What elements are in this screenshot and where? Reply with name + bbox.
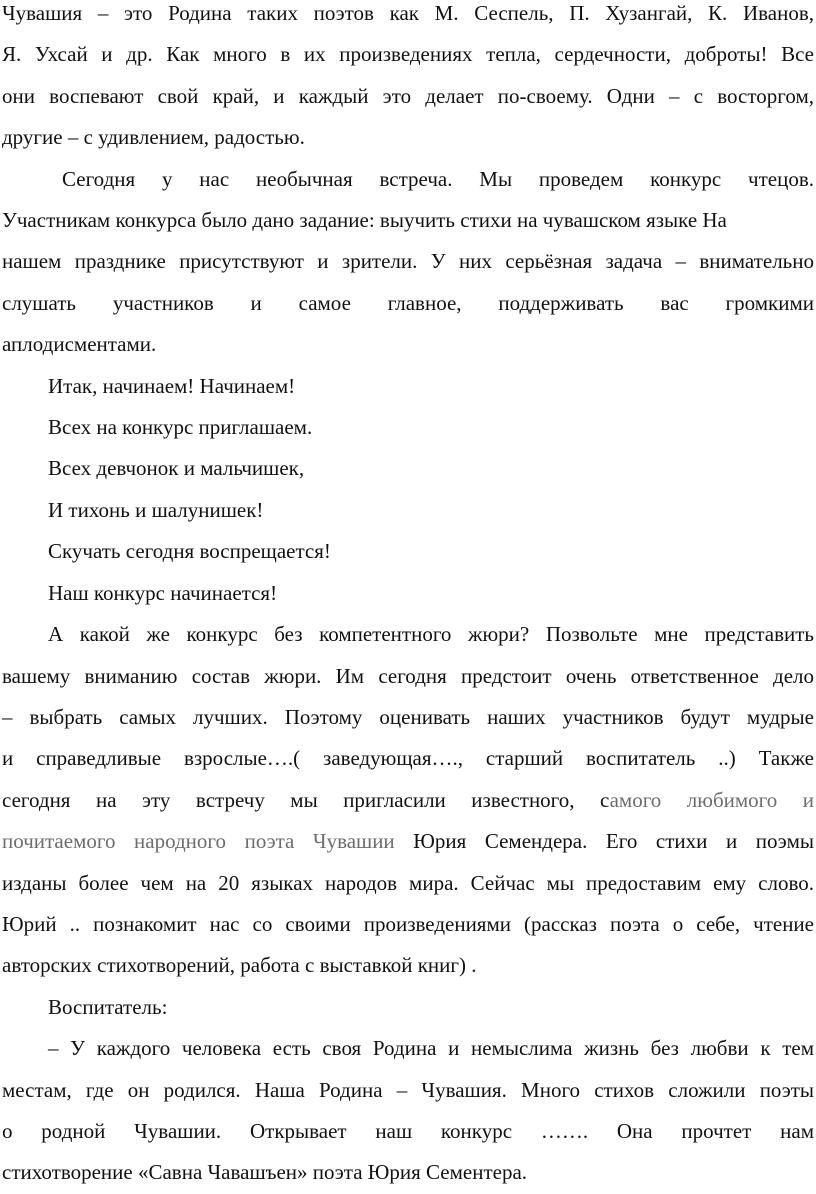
text-line: они воспевают свой край, и каждый это делает по-своему. Одни – с восторгом,: [2, 83, 814, 108]
poem-line: И тихонь и шалунишек!: [48, 497, 264, 522]
text-line: авторских стихотворений, работа с выставкой книг) .: [2, 953, 477, 978]
text-line: стихотворение «Савна Чавашъен» поэта Юрия Сементера.: [2, 1160, 528, 1185]
poem-line: Скучать сегодня воспрещается!: [48, 539, 331, 564]
text-line: аплодисментами.: [2, 332, 157, 357]
paragraph-teacher: [2, 1028, 814, 1194]
poem-line: Итак, начинаем! Начинаем!: [48, 373, 296, 398]
text-fragment: Участникам конкурса было дано задание: [2, 208, 369, 233]
text-fragment: сегодня на эту встречу мы пригласили известного, с: [2, 787, 610, 812]
paragraph-jury: [2, 614, 814, 987]
text-line: вашему вниманию состав жюри. Им сегодня предстоит очень ответственное дело: [2, 663, 814, 688]
text-fragment-bold: : выучить стихи на чувашском языке На: [368, 208, 727, 233]
text-line: слушать участников и самое главное, поддерживать вас громкими: [2, 290, 814, 315]
speaker-label: [2, 987, 814, 1028]
text-fragment-gray: почитаемого народного поэта Чувашии: [2, 829, 395, 854]
text-line: – У каждого человека есть своя Родина и немыслима жизнь без любви к тем: [48, 1036, 814, 1061]
text-line: изданы более чем на 20 языках народов мира. Сейчас мы предоставим ему слово.: [2, 870, 814, 895]
text-line: другие – с удивлением, радостью.: [2, 125, 305, 150]
text-fragment-gray: амого любимого и: [609, 787, 814, 812]
poem-line: Всех девчонок и мальчишек,: [48, 456, 305, 481]
text-line: [2, 780, 814, 821]
text-line: Я. Ухсай и др. Как много в их произведениях тепла, сердечности, доброты! Все: [2, 42, 814, 67]
text-line: местам, где он родился. Наша Родина – Чувашия. Много стихов сложили поэты: [2, 1077, 814, 1102]
text-line: [2, 200, 814, 241]
paragraph-contest: [2, 159, 814, 366]
poem-line: Всех на конкурс приглашаем.: [48, 415, 313, 440]
text-line: Сегодня у нас необычная встреча. Мы проведем конкурс чтецов.: [62, 166, 814, 191]
text-line: А какой же конкурс без компетентного жюри? Позвольте мне представить: [48, 622, 814, 647]
text-line: [2, 821, 814, 862]
text-line: Юрий .. познакомит нас со своими произведениями (рассказ поэта о себе, чтение: [2, 911, 814, 936]
text-line: нашем празднике присутствуют и зрители. У них серьёзная задача – внимательно: [2, 249, 814, 274]
text-line: – выбрать самых лучших. Поэтому оценивать наших участников будут мудрые: [2, 704, 814, 729]
text-fragment: Юрия Семендера. Его стихи и поэмы: [394, 829, 815, 854]
text-line: Чувашия – это Родина таких поэтов как М. Сеспель, П. Хузангай, К. Иванов,: [2, 1, 814, 25]
text-line: Воспитатель:: [48, 994, 168, 1019]
text-line: о родной Чувашии. Открывает наш конкурс ……. Она прочтет нам: [2, 1118, 814, 1143]
text-line: и справедливые взрослые….( заведующая…., старший воспитатель ..) Также: [2, 746, 814, 771]
poem-block: [2, 366, 814, 614]
poem-line: Наш конкурс начинается!: [48, 580, 278, 605]
paragraph-intro: [2, 0, 814, 159]
